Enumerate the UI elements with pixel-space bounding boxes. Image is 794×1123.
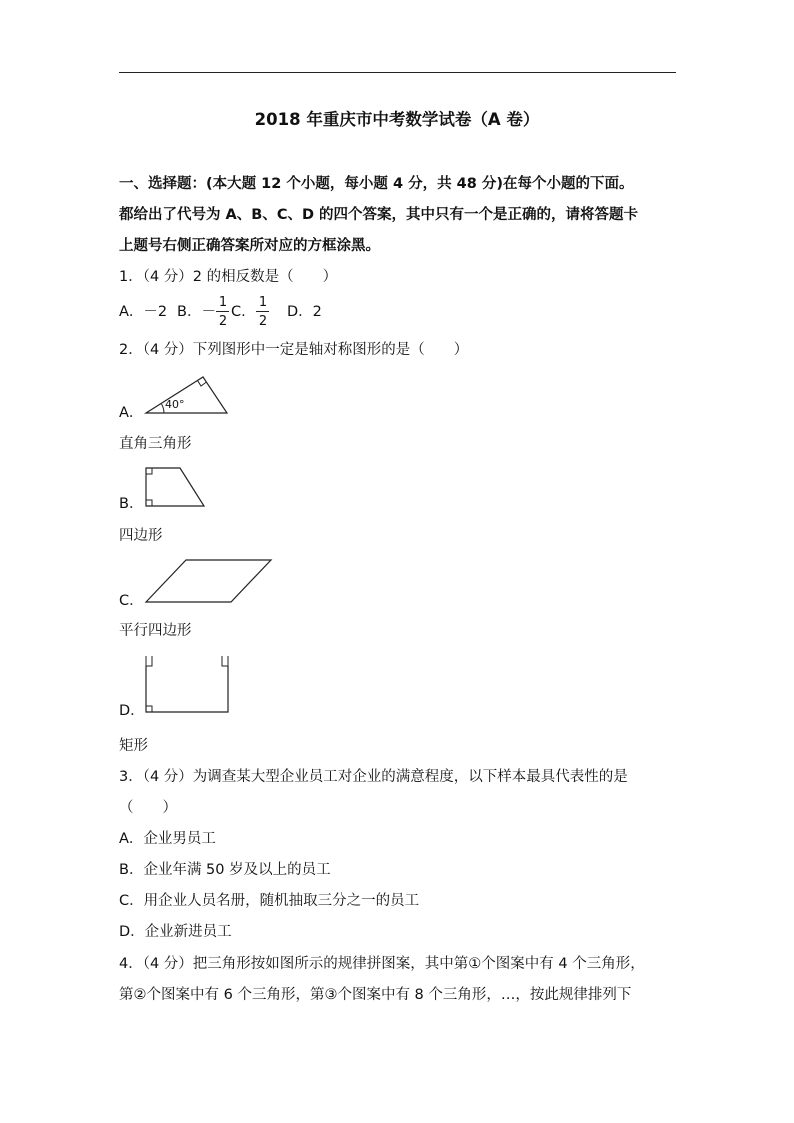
question-3-option-b: B．企业年满 50 岁及以上的员工 (119, 862, 331, 878)
question-2-option-c-name: 平行四边形 (119, 623, 192, 639)
triangle-angle-label: 40° (165, 398, 185, 411)
question-1-option-b-denominator: 2 (218, 314, 228, 329)
question-4-stem-line-2: 第②个图案中有 6 个三角形，第③个图案中有 8 个三角形，…，按此规律排列下 (119, 987, 632, 1003)
header-rule (119, 72, 676, 73)
question-2-stem: 2．（4 分）下列图形中一定是轴对称图形的是（ ） (119, 342, 469, 358)
question-1-option-b: B．－ (177, 304, 216, 320)
question-2-option-b-name: 四边形 (119, 528, 163, 544)
question-1-option-b-fraction-bar (216, 311, 229, 312)
question-2-option-a-label: A． (119, 405, 144, 421)
question-1-option-b-numerator: 1 (218, 295, 228, 310)
section-instruction-line-1: 一、选择题：(本大题 12 个小题，每小题 4 分，共 48 分)在每个小题的下面。 (119, 176, 634, 192)
quadrilateral-figure (140, 464, 210, 509)
question-1-option-a: A．－2 (119, 304, 168, 320)
question-2-option-d-label: D． (119, 703, 145, 719)
question-1-stem: 1．（4 分）2 的相反数是（ ） (119, 269, 338, 285)
question-2-option-a-name: 直角三角形 (119, 436, 192, 452)
parallelogram-figure (143, 557, 278, 605)
question-1-option-c: C. (231, 304, 246, 320)
question-3-option-a: A．企业男员工 (119, 831, 216, 847)
right-triangle-figure (140, 368, 260, 418)
question-2-option-b-label: B． (119, 496, 144, 512)
question-3-stem-line-1: 3．（4 分）为调查某大型企业员工对企业的满意程度，以下样本最具代表性的是 (119, 769, 628, 785)
question-4-stem-line-1: 4．（4 分）把三角形按如图所示的规律拼图案，其中第①个图案中有 4 个三角形， (119, 956, 645, 972)
question-1-option-c-denominator: 2 (258, 314, 268, 329)
question-3-option-c: C．用企业人员名册，随机抽取三分之一的员工 (119, 893, 420, 909)
section-instruction-line-3: 上题号右侧正确答案所对应的方框涂黑。 (119, 238, 380, 254)
question-2-option-c-label: C． (119, 593, 144, 609)
section-instruction-line-2: 都给出了代号为 A、B、C、D 的四个答案，其中只有一个是正确的，请将答题卡 (119, 207, 639, 223)
rectangle-figure (142, 656, 232, 716)
question-2-option-d-name: 矩形 (119, 738, 148, 754)
question-3-stem-line-2: （ ） (119, 800, 177, 816)
question-1-option-d: D．2 (287, 304, 322, 320)
question-1-option-c-numerator: 1 (258, 295, 268, 310)
question-1-option-c-fraction-bar (256, 311, 269, 312)
page-title: 2018 年重庆市中考数学试卷（A 卷） (254, 110, 540, 129)
question-3-option-d: D．企业新进员工 (119, 924, 232, 940)
